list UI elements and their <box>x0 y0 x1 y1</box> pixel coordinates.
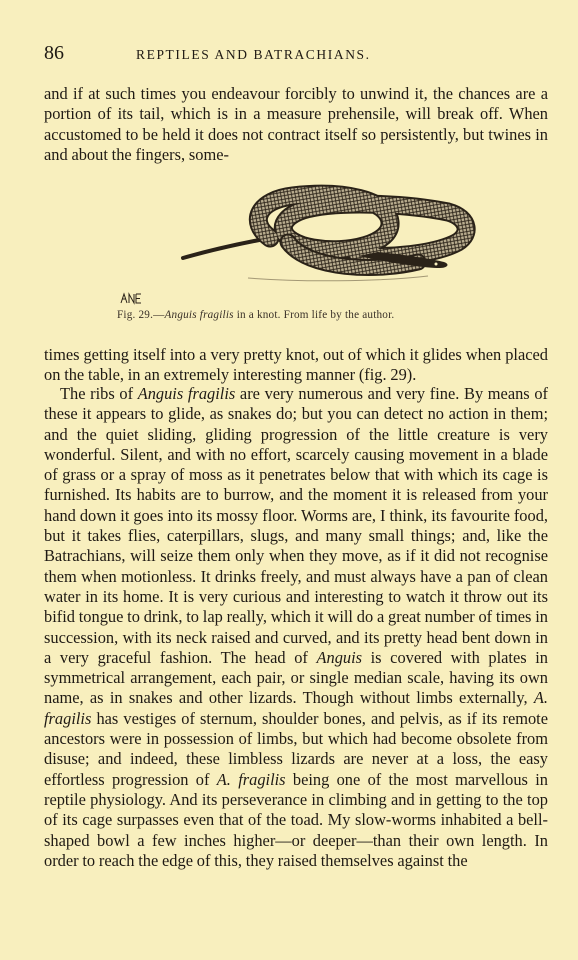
species-name: A. fragilis <box>216 769 286 789</box>
species-name: Anguis fragilis <box>137 384 236 403</box>
genus-name: Anguis <box>316 647 363 667</box>
slow-worm-knot-engraving <box>178 182 478 292</box>
text-run: are very numerous and very fine. By means of these it appears to glide, as snakes do; but you can detect no action in them; and the quiet sliding, gliding progression of the little creature is very wonderful. Silent, and with no effort, scarcely causing movement in a blade of grass or a spray of moss as it penetrates below that with which its cage is furnished. Its habits are to burrow, and the moment it is released from your hand down it goes into its mossy floor. Worms are, I think, its favourite food, but it takes flies, caterpillars, slugs, and many small things; and, like the Batrachians, will seize them only when they move, as if it did not recognise them when motionless. It drinks freely, and must always have a pan of clean water in its home. It is very curious and interesting to watch it throw out its bifid tongue to drink, to lap really, which it will do a great number of times in succession, with its neck raised and curved, and its pretty head bent down in a very graceful fashion. The head of <box>44 384 548 667</box>
paragraph-ribs <box>44 384 548 871</box>
caption-description: in a knot. From life by the author. <box>233 309 395 321</box>
text-run: has vestiges of sternum, shoulder bones, and pelvis, as if its remote ancestors were in possession of limbs, but which had become obsolete from disuse; and indeed, these limbless lizards are never at a loss, the easy effortless progression of <box>44 708 548 789</box>
page-number: 86 <box>44 42 64 64</box>
caption-figure-number: Fig. 29.— <box>117 309 165 321</box>
running-title: REPTILES AND BATRACHIANS. <box>136 47 371 62</box>
slow-worm-illustration <box>178 182 478 292</box>
artist-monogram <box>120 291 142 305</box>
text-run: The ribs of <box>60 384 138 403</box>
page-header <box>44 42 544 66</box>
text-run: being one of the most marvellous in reptile physiology. And its perseverance in climbing and in getting to the top of its cage surpasses even that of the toad. My slow-worms inhabited a bell-shaped bowl a few inches higher—or deeper—than their own length. In order to reach the edge of this, they raised themselves against the <box>44 769 548 870</box>
figure-caption <box>117 309 394 321</box>
text-run: is covered with plates in symmetrical arrangement, each pair, or single median scale, having its own name, as in snakes and other lizards. Though without limbs externally, <box>44 647 548 708</box>
paragraph-intro: and if at such times you endeavour forcibly to unwind it, the chances are a portion of its tail, which is in a measure prehensile, will break off. When accustomed to be held it does not contract itself so persistently, but twines in and about the fingers, some- <box>44 84 548 164</box>
paragraph-knot: times getting itself into a very pretty knot, out of which it glides when placed on the table, in an extremely interesting manner (fig. 29). <box>44 345 548 385</box>
species-name: A. fragilis <box>44 688 548 728</box>
caption-species-name: Anguis fragilis <box>164 309 234 321</box>
